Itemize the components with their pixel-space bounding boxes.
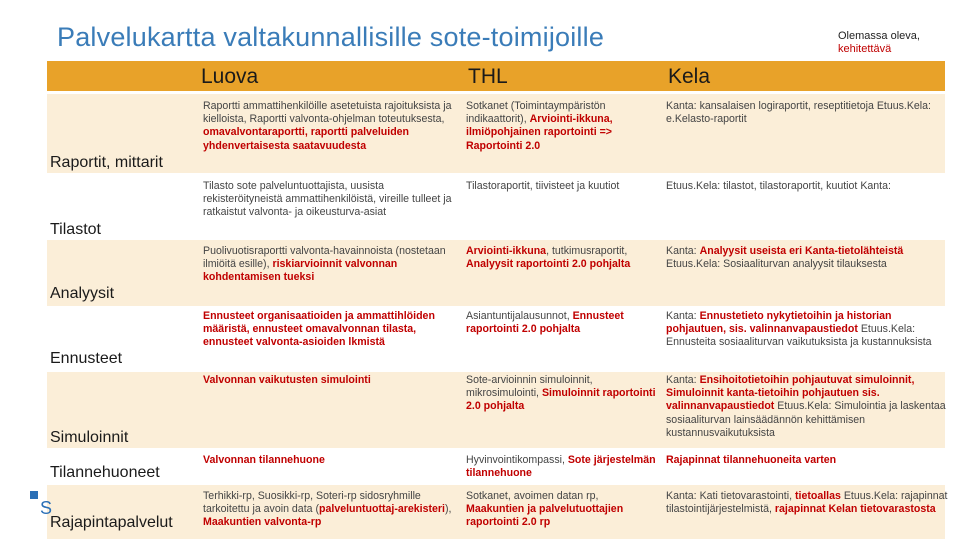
color-legend xyxy=(838,30,920,56)
row-label-simulations: Simuloinnit xyxy=(50,429,129,446)
existing-text: Etuus.Kela: Simulointia ja laskentaa sosiaaliturvan lainsäädännön kehittämisen kustannusvaikutuksista xyxy=(666,400,946,439)
cell-forecasts-kela xyxy=(666,310,948,350)
cell-reports-kela xyxy=(666,100,948,126)
cell-analyses-kela xyxy=(666,245,948,271)
existing-text: Kanta: xyxy=(666,310,700,322)
row-label-forecasts: Ennusteet xyxy=(50,350,123,367)
developing-text: Simuloinnit raportointi 2.0 pohjalta xyxy=(466,387,656,413)
existing-text: Tilasto sote palveluntuottajista, uusista rekisteröityneistä ammattihenkilöistä, vireille tulleet ja ratkaistut valvonta- ja oikeusturva-asiat xyxy=(203,180,452,219)
existing-text: Kanta: xyxy=(666,374,700,386)
column-header-kela: Kela xyxy=(668,65,711,88)
column-header-luova: Luova xyxy=(201,65,259,88)
existing-text: Kanta: xyxy=(666,245,700,257)
row-label-reports: Raportit, mittarit xyxy=(50,154,163,171)
existing-text: Tilastoraportit, tiivisteet ja kuutiot xyxy=(466,180,620,192)
existing-text: Asiantuntijalausunnot, xyxy=(466,310,573,322)
cell-analyses-luova xyxy=(203,245,455,285)
row-label-api-services: Rajapintapalvelut xyxy=(50,514,173,531)
existing-text: Sote-arvioinnin simuloinnit, mikrosimulointi, xyxy=(466,374,593,400)
cell-api-services-kela xyxy=(666,490,948,516)
row-label-analyses: Analyysit xyxy=(50,285,115,302)
developing-text: Ennusteet organisaatioiden ja ammattihlöiden määristä, ennusteet omavalvonnan tilasta, ennusteet valvonta-asioiden lkmistä xyxy=(203,310,435,349)
existing-text: Etuus.Kela: Sosiaaliturvan analyysit tilauksesta xyxy=(666,258,887,271)
cell-situation-rooms-thl xyxy=(466,454,656,480)
developing-text: Sote järjestelmän tilannehuone xyxy=(466,454,656,480)
table-header xyxy=(47,61,945,91)
page-title: Palvelukartta valtakunnallisille sote-toimijoille xyxy=(57,22,605,52)
column-header-thl: THL xyxy=(468,65,508,88)
developing-text: Arviointi-ikkuna xyxy=(466,245,547,257)
existing-text: Etuus.Kela: rajapinnat tilastointijärjestelmistä, xyxy=(666,490,948,516)
footer-logo: S xyxy=(40,498,53,518)
cell-api-services-thl xyxy=(466,490,656,530)
developing-text: Ennustetieto nykytietoihin ja historian pohjautuen, sis. valinnanvapaustiedot xyxy=(666,310,892,336)
existing-text: Sotkanet, avoimen datan rp, xyxy=(466,490,599,502)
existing-text: Etuus.Kela: tilastot, tilastoraportit, kuutiot Kanta: xyxy=(666,180,891,192)
developing-text: Valvonnan vaikutusten simulointi xyxy=(203,374,371,386)
cell-simulations-kela xyxy=(666,374,948,440)
cell-forecasts-luova xyxy=(203,310,455,350)
developing-text: Valvonnan tilannehuone xyxy=(203,454,325,466)
existing-text: Kanta: kansalaisen logiraportit, reseptitietoja Etuus.Kela: e.Kelasto-raportit xyxy=(666,100,931,126)
existing-text: Etuus.Kela: Ennusteita sosiaaliturvan vaikutuksista ja kustannuksista xyxy=(666,323,932,349)
legend-existing: Olemassa oleva, xyxy=(838,30,920,42)
developing-text: riskiarvioinnit valvonnan kohdentamisen tueksi xyxy=(203,258,398,284)
developing-text: Analyysit raportointi 2.0 pohjalta xyxy=(466,258,631,271)
existing-text: Terhikki-rp, Suosikki-rp, Soteri-rp sidosryhmille tarkoitettu ja avoin data ( xyxy=(203,490,421,516)
cell-statistics-luova xyxy=(203,180,455,220)
developing-text: Arviointi-ikkuna, ilmiöpohjainen raportointi => Raportointi 2.0 xyxy=(466,113,613,152)
developing-text: omavalvontaraportti, raportti palveluiden yhdenvertaisesta saatavuudesta xyxy=(203,126,410,152)
existing-text: ), xyxy=(445,503,452,516)
existing-text: Puolivuotisraportti valvonta-havainnoista (nostetaan ilmiöitä esille), xyxy=(203,245,446,271)
developing-text: Ennusteet raportointi 2.0 pohjalta xyxy=(466,310,624,336)
cell-statistics-kela xyxy=(666,180,948,193)
developing-text: Maakuntien valvonta-rp xyxy=(203,516,322,529)
developing-text: Ensihoitotietoihin pohjautuvat simuloinnit, Simuloinnit kanta-tietoihin pohjautuen sis. valinnanvapaustiedot xyxy=(666,374,915,413)
row-label-situation-rooms: Tilannehuoneet xyxy=(50,464,160,481)
cell-situation-rooms-luova xyxy=(203,454,455,467)
cell-reports-luova xyxy=(203,100,455,153)
existing-text: Kanta: Kati tietovarastointi, xyxy=(666,490,795,502)
cell-api-services-luova xyxy=(203,490,455,530)
cell-forecasts-thl xyxy=(466,310,656,336)
logo-square-icon xyxy=(30,491,38,499)
cell-simulations-luova xyxy=(203,374,455,387)
developing-text: palveluntuottaj-arekisteri xyxy=(319,503,445,516)
developing-text: Maakuntien ja palvelutuottajien raportointi 2.0 rp xyxy=(466,503,624,529)
existing-text: Sotkanet (Toimintaympäristön indikaattorit), xyxy=(466,100,606,126)
cell-analyses-thl xyxy=(466,245,656,271)
developing-text: Analyysit useista eri Kanta-tietolähteistä xyxy=(699,245,904,257)
developing-text: rajapinnat Kelan tietovarastosta xyxy=(774,503,936,516)
developing-text: tietoallas xyxy=(794,490,841,502)
cell-statistics-thl xyxy=(466,180,656,193)
existing-text: , tutkimusraportit, xyxy=(546,245,628,257)
existing-text: Raportti ammattihenkilöille asetetuista rajoituksista ja kielloista, Raportti valvonta-ohjelman toteutuksesta, xyxy=(203,100,452,126)
existing-text: Hyvinvointikompassi, xyxy=(466,454,568,466)
cell-reports-thl xyxy=(466,100,656,153)
legend-developing: kehitettävä xyxy=(838,43,892,55)
developing-text: Rajapinnat tilannehuoneita varten xyxy=(666,454,837,466)
row-label-statistics: Tilastot xyxy=(50,221,101,238)
cell-situation-rooms-kela xyxy=(666,454,948,467)
cell-simulations-thl xyxy=(466,374,656,414)
